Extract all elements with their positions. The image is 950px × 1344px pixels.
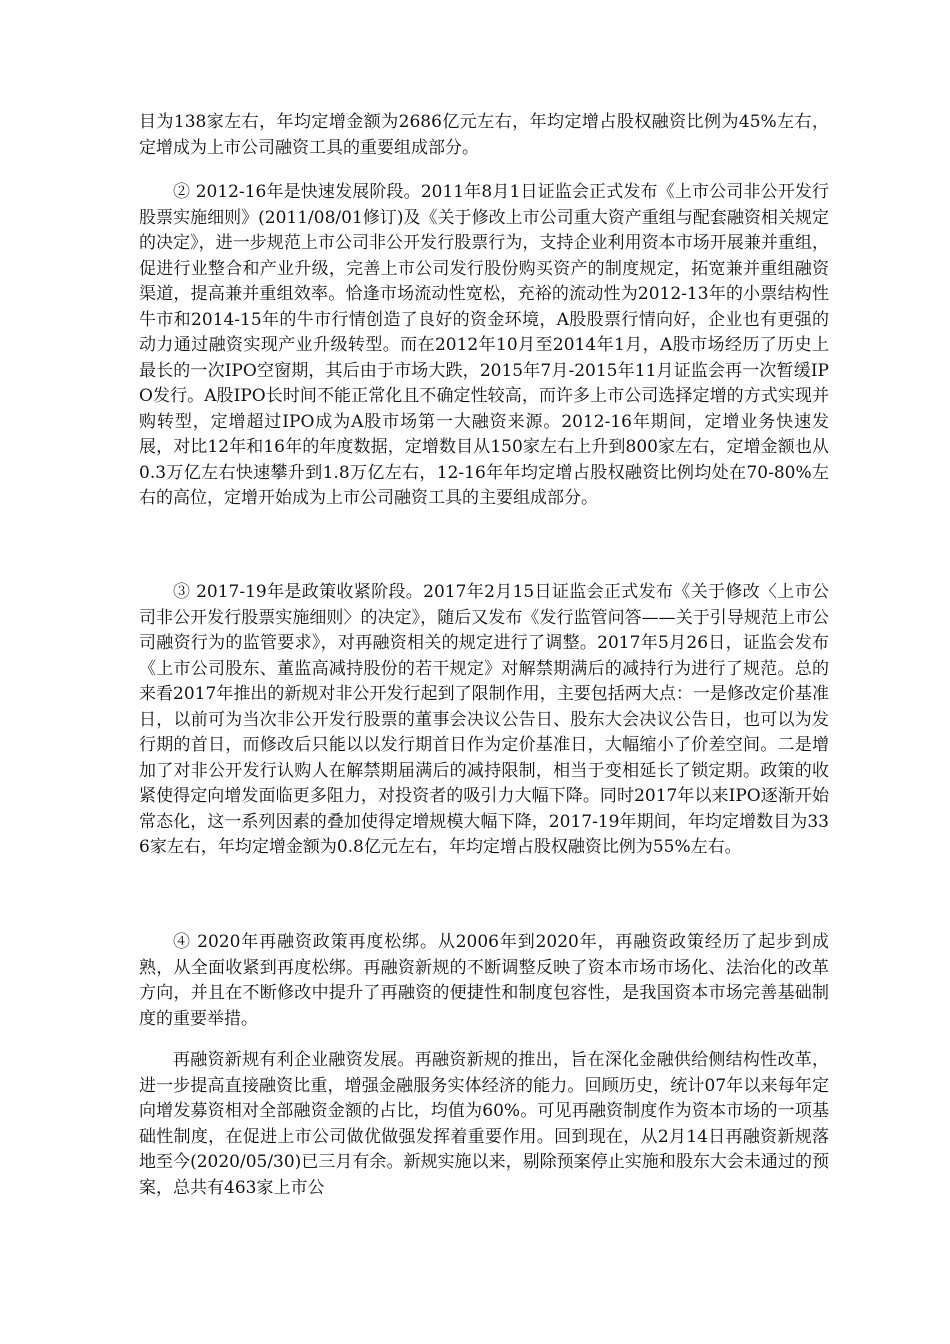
paragraph-new-rules-benefit: 再融资新规有利企业融资发展。再融资新规的推出，旨在深化金融供给侧结构性改革，进一步提高直接融资比重，增强金融服务实体经济的能力。回顾历史，统计07年以来每年定向增发募资相对全部融资金额的占比，均值为60%。可见再融资制度作为资本市场的一项基础性制度，在促进上市公司做优做强发挥着重要作用。回到现在，从2月14日再融资新规落地至今(2020/05/30)已三月有余。新规实施以来，剔除预案停止实施和股东大会未通过的预案，总共有463家上市公: [139, 1050, 829, 1198]
paragraph-fast-growth-stage: ② 2012-16年是快速发展阶段。2011年8月1日证监会正式发布《上市公司非公开发行股票实施细则》(2011/08/01修订)及《关于修改上市公司重大资产重组与配套融资相关规定的决定》，进一步规范上市公司非公开发行股票行为，支持企业利用资本市场开展兼并重组，促进行业整合和产业升级，完善上市公司发行股份购买资产的制度规定，拓宽兼并重组融资渠道，提高兼并重组效率。恰逢市场流动性宽松，充裕的流动性为2012-13年的小票结构性牛市和2014-15年的牛市行情创造了良好的资金环境，A股股票行情向好，企业也有更强的动力通过融资实现产业升级转型。而在2012年10月至2014年1月，A股市场经历了历史上最长的一次IPO空窗期，其后由于市场大跌，2015年7月-2015年11月证监会再一次暂缓IPO发行。A股IPO长时间不能正常化且不确定性较高，而许多上市公司选择定增的方式实现并购转型，定增超过IPO成为A股市场第一大融资来源。2012-16年期间，定增业务快速发展，对比12年和16年的年度数据，定增数目从150家左右上升到800家左右，定增金额也从0.3万亿左右快速攀升到1.8万亿左右，12-16年年均定增占股权融资比例均处在70-80%左右的高位，定增开始成为上市公司融资工具的主要组成部分。: [139, 182, 829, 508]
paragraph-policy-loosening-2020: ④ 2020年再融资政策再度松绑。从2006年到2020年，再融资政策经历了起步到成熟，从全面收紧到再度松绑。再融资新规的不断调整反映了资本市场市场化、法治化的改革方向，并且在不断修改中提升了再融资的便捷性和制度包容性，是我国资本市场完善基础制度的重要举措。: [139, 932, 829, 1029]
paragraph-policy-tightening-stage: ③ 2017-19年是政策收紧阶段。2017年2月15日证监会正式发布《关于修改〈上市公司非公开发行股票实施细则〉的决定》，随后又发布《发行监管问答——关于引导规范上市公司融资行为的监管要求》，对再融资相关的规定进行了调整。2017年5月26日，证监会发布《上市公司股东、董监高减持股份的若干规定》对解禁期满后的减持行为进行了规范。总的来看2017年推出的新规对非公开发行起到了限制作用，主要包括两大点：一是修改定价基准日，以前可为当次非公开发行股票的董事会决议公告日、股东大会决议公告日，也可以为发行期的首日，而修改后只能以以发行期首日作为定价基准日，大幅缩小了价差空间。二是增加了对非公开发行认购人在解禁期届满后的减持限制，相当于变相延长了锁定期。政策的收紧使得定向增发面临更多阻力，对投资者的吸引力大幅下降。同时2017年以来IPO逐渐开始常态化，这一系列因素的叠加使得定增规模大幅下降，2017-19年期间，年均定增数目为336家左右，年均定增金额为0.8亿元左右，年均定增占股权融资比例为55%左右。: [139, 582, 829, 857]
paragraph-continued: 目为138家左右，年均定增金额为2686亿元左右，年均定增占股权融资比例为45%左右，定增成为上市公司融资工具的重要组成部分。: [139, 112, 829, 158]
